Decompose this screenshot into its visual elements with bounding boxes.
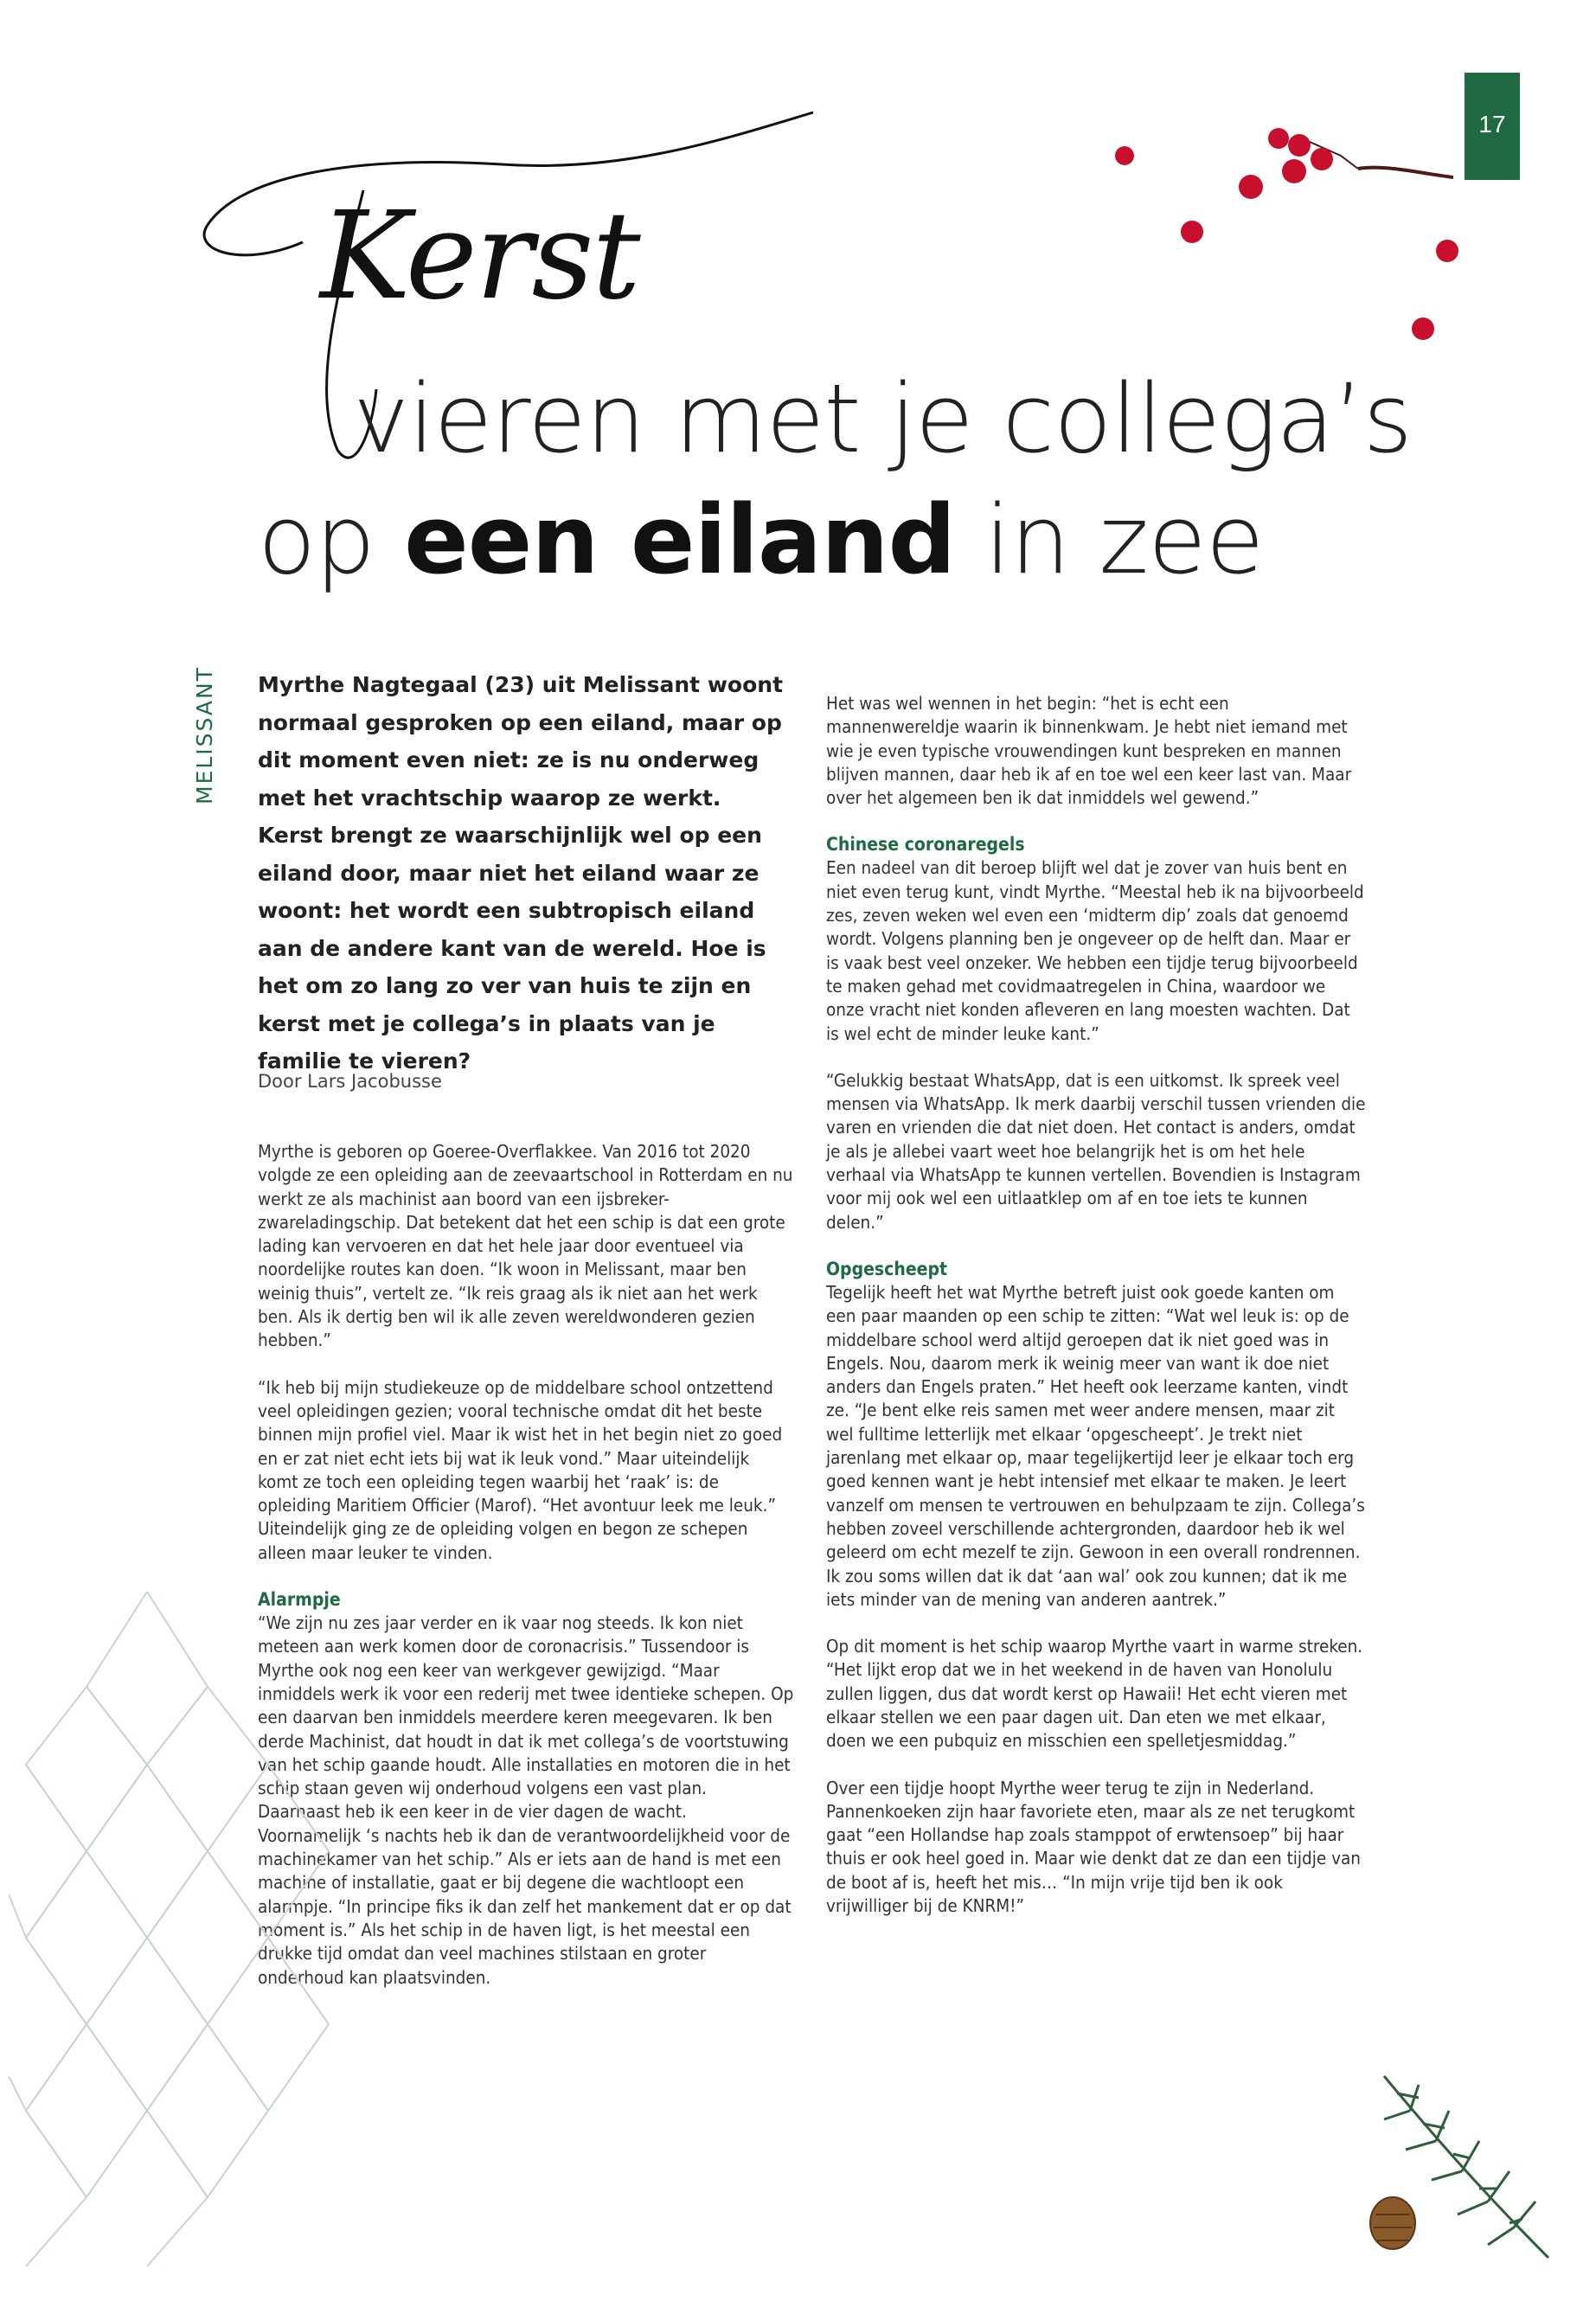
byline: Door Lars Jacobusse [258,1071,442,1092]
title-script-word: Kerst [320,186,639,327]
right-paragraph-3: “Gelukkig bestaat WhatsApp, dat is een uitkomst. Ik spreek veel mensen via WhatsApp. Ik merk daarbij verschil tussen vrienden die varen en vrienden die dat niet doen. Het contact is anders, omdat je als je allebei vaart weet hoe belangrijk het is om het hele verhaal via WhatsApp te kunnen vertellen. Bovendien is Instagram voor mij ook wel een uitlaatklep om af en toe iets te kunnen delen.” [826,1069,1366,1233]
heading-opgescheept: Opgescheept [826,1258,948,1279]
title-line-2-bold: een eiland [404,484,956,595]
heading-chinese-coronaregels: Chinese coronaregels [826,834,1025,856]
hexagon-pattern-decoration [9,1592,372,2266]
right-paragraph-5: Op dit moment is het schip waarop Myrthe vaart in warme streken. “Het lijkt erop dat we in het weekend in de haven van Honolulu zullen liggen, dus dat wordt kerst op Hawaii! Het echt vieren met elkaar stellen we een paar dagen uit. Dan eten we met elkaar, doen we een pubquiz en misschien een spelletjesmiddag.” [826,1636,1363,1752]
lead-paragraph: Myrthe Nagtegaal (23) uit Melissant woont normaal gesproken op een eiland, maar op dit moment even niet: ze is nu onderweg met het vrachtschip waarop ze werkt. Kerst brengt ze waarschijnlijk wel op een eiland door, maar niet het eiland waar ze woont: het wordt een subtropisch eiland aan de andere kant van de wereld. Hoe is het om zo lang zo ver van huis te zijn en kerst met je collega’s in plaats van je familie te vieren? [258,672,784,1074]
page-number: 17 [1465,73,1520,180]
title-line-2-suffix: in zee [984,484,1264,595]
right-paragraph-6: Over een tijdje hoopt Myrthe weer terug te zijn in Nederland. Pannenkoeken zijn haar favoriete eten, maar als ze net terugkomt gaat “een Hollandse hap zoals stamppot of erwtensoep” bij haar thuis er ook heel goed in. Maar wie denkt dat ze dan een tijdje van de boot af is, heeft het mis… “In mijn vrije tijd ben ik ook vrijwilliger bij de KNRM!” [826,1777,1361,1917]
right-column [826,692,1367,1941]
right-paragraph-4: Tegelijk heeft het wat Myrthe betreft juist ook goede kanten om een paar maanden op een schip te zitten: “Wat wel leuk is: op de middelbare school werd altijd geroepen dat ik niet goed was in Engels. Nou, daarom merk ik weinig meer van want ik doe niet anders dan Engels praten.” Het heeft ook leerzame kanten, vindt ze. “Je bent elke reis samen met weer andere mensen, maar zit wel fulltime letterlijk met elkaar ‘opgescheept’. Je trekt niet jarenlang met elkaar op, maar tegelijkertijd leer je elkaar toch erg goed kennen want je hebt intensief met elkaar te maken. Je leert vanzelf om mensen te vertrouwen en behulpzaam te zijn. Collega’s hebben zoveel verschillende achtergronden, daardoor heb ik wel geleerd om echt mezelf te zijn. Gewoon in een overall rondrennen. Ik zou soms willen dat ik dat ‘aan wal’ ook zou kunnen; dat ik me iets minder van de mening van anderen aantrek.” [826,1281,1365,1610]
right-paragraph-2: Een nadeel van dit beroep blijft wel dat je zover van huis bent en niet even terug kunt, vindt Myrthe. “Meestal heb ik na bijvoorbeeld zes, zeven weken wel even een ‘midterm dip’ zoals dat genoemd wordt. Volgens planning ben je ongeveer op de helft dan. Maar er is vaak best veel onzeker. We hebben een tijdje terug bijvoorbeeld te maken gehad met covidmaatregelen in China, waardoor we onze vracht niet konden afleveren en lang moesten wachten. Dat is wel echt de minder leuke kant.” [826,857,1364,1044]
location-label: MELISSANT [192,666,217,804]
pine-branch-decoration [1349,2059,1574,2284]
title-line-1: vieren met je collega’s [353,363,1412,474]
left-paragraph-1: Myrthe is geboren op Goeree-Overflakkee. Van 2016 tot 2020 volgde ze een opleiding aan de zeevaartschool in Rotterdam en nu werkt ze als machinist aan boord van een ijsbreker-zwareladingschip. Dat betekent dat het een schip is dat een grote lading kan vervoeren en dat het hele jaar door eventueel via noordelijke routes kan doen. “Ik woon in Melissant, maar ben weinig thuis”, vertelt ze. “Ik reis graag als ik niet aan het werk ben. Als ik dertig ben wil ik alle zeven wereldwonderen gezien hebben.” [258,1141,793,1351]
berries-decoration [1107,112,1471,355]
left-paragraph-2: “Ik heb bij mijn studiekeuze op de middelbare school ontzettend veel opleidingen gezien; vooral technische omdat dit het beste binnen mijn profiel viel. Maar ik wist het in het begin niet zo goed en er zat niet echt iets bij wat ik leuk vond.” Maar uiteindelijk komt ze toch een opleiding tegen waarbij het ‘raak’ is: de opleiding Maritiem Officier (Marof). “Het avontuur leek me leuk.” Uiteindelijk ging ze de opleiding volgen en begon ze schepen alleen maar leuker te vinden. [258,1376,783,1563]
right-paragraph-1: Het was wel wennen in het begin: “het is echt een mannenwereldje waarin ik binnenkwam. Je hebt niet iemand met wie je even typische vrouwendingen kunt bespreken en mannen blijven mannen, daar heb ik af en toe wel een keer last van. Maar over het algemeen ben ik dat inmiddels wel gewend.” [826,693,1352,809]
left-paragraph-3: “We zijn nu zes jaar verder en ik vaar nog steeds. Ik kon niet meteen aan werk komen door de coronacrisis.” Tussendoor is Myrthe ook nog een keer van werkgever gewijzigd. “Maar inmiddels werk ik voor een rederij met twee identieke schepen. Op een daarvan ben inmiddels meerdere keren meegevaren. Ik ben derde Machinist, dat houdt in dat ik met collega’s de voortstuwing van het schip gaande houdt. Alle installaties en motoren die in het schip staan geven wij onderhoud volgens een vast plan. Daarnaast heb ik een keer in de vier dagen de wacht. Voornamelijk ‘s nachts heb ik dan de verantwoordelijkheid voor de machinekamer van het schip.” Als er iets aan de hand is met een machine of installatie, gaat er bij degene die wachtloopt een alarmpje. “In principe fiks ik dan zelf het mankement dat er op dat moment is.” Als het schip in de haven ligt, is het meestal een drukke tijd omdat dan veel machines stilstaan en groter onderhoud kan plaatsvinden. [258,1612,794,1988]
heading-alarmpje: Alarmpje [258,1589,341,1611]
title-line-2-prefix: op [258,484,375,595]
title-line-2 [258,484,1264,595]
